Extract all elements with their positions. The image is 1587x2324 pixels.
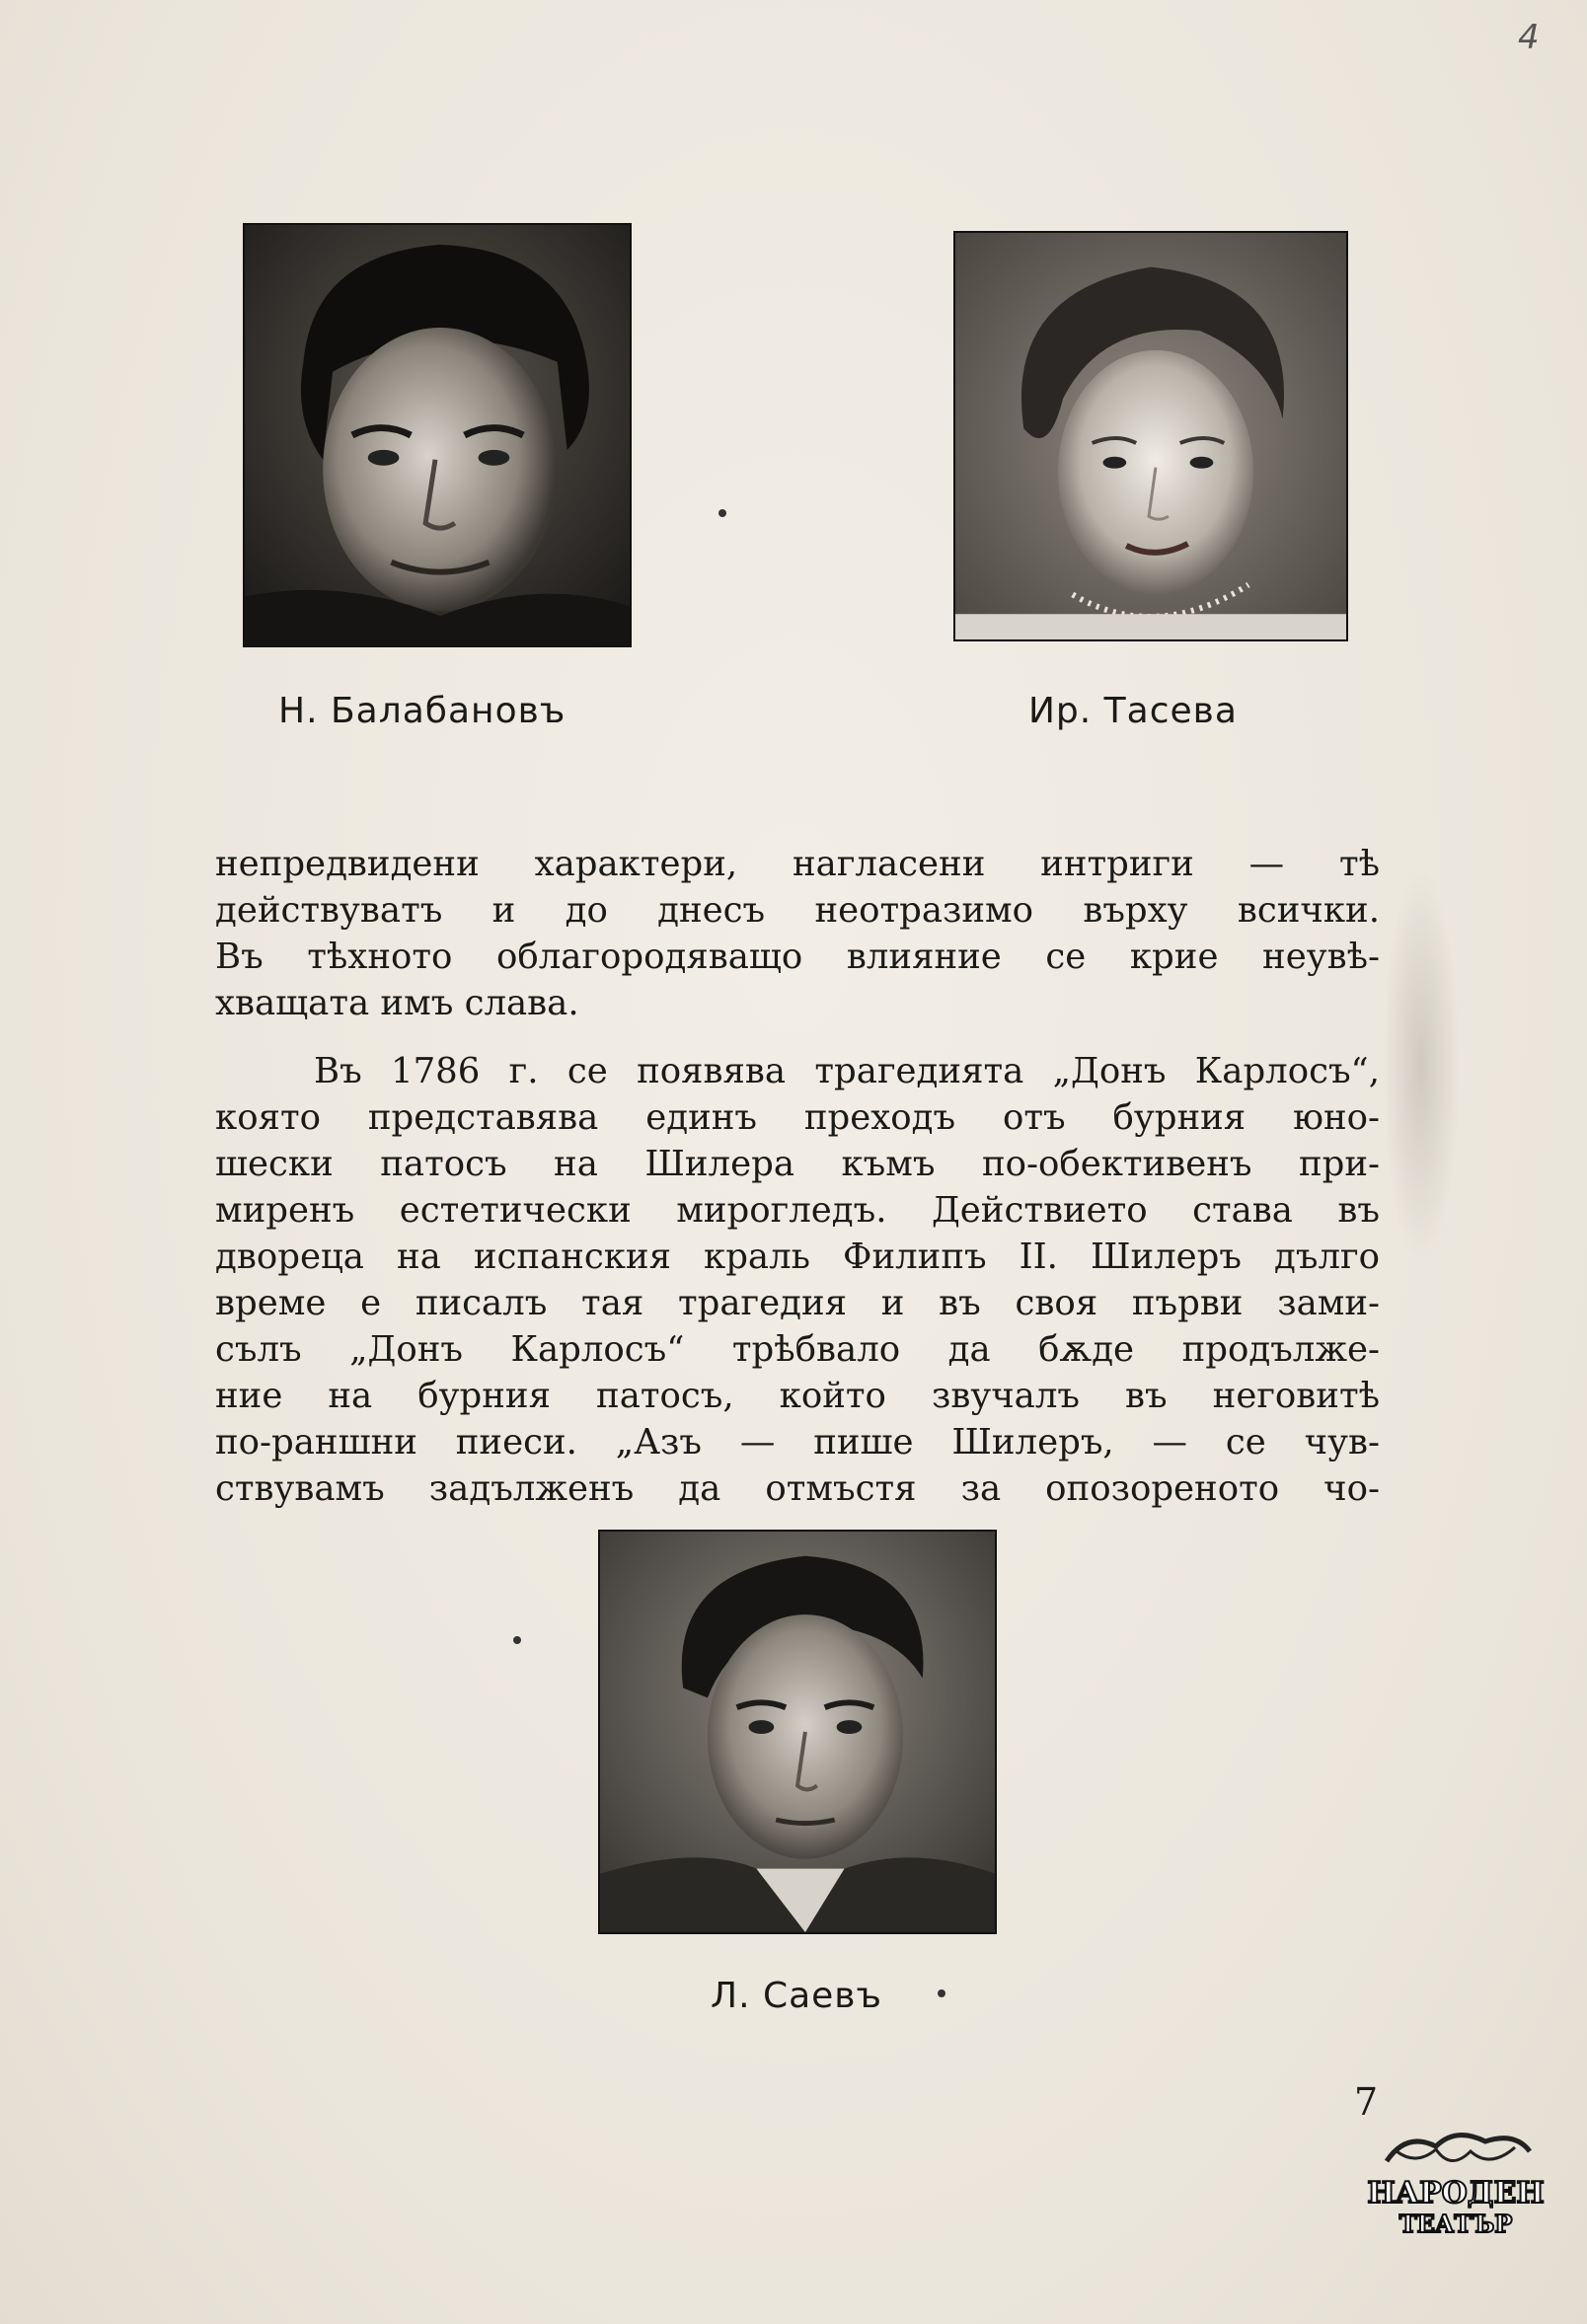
page-number: 7: [1354, 2080, 1379, 2124]
stamp-line2: ТЕАТЪР: [1398, 2210, 1513, 2238]
text-line: ствувамъ задълженъ да отмъстя за опозореното чо-: [215, 1468, 1380, 1509]
male-portrait-icon: [600, 1532, 995, 1932]
text-line: по-раншни пиеси. „Азъ — пише Шилеръ, — се чув-: [215, 1422, 1380, 1462]
portrait-photo-balabanov: [243, 223, 632, 647]
theatre-stamp-logo: [1367, 2122, 1545, 2240]
body-text: [215, 841, 1380, 1512]
text-line: ние на бурния патосъ, който звучалъ въ неговитѣ: [215, 1376, 1380, 1416]
text-line: Въ 1786 г. се появява трагедията „Донъ Карлосъ“,: [314, 1051, 1380, 1091]
photo-caption: Н. Балабановъ: [278, 691, 567, 731]
stamp-line1: НАРОДЕН: [1367, 2176, 1545, 2211]
text-line: която представява единъ преходъ отъ бурния юно-: [215, 1097, 1380, 1138]
text-line: Въ тѣхното облагородяващо влияние се крие неувѣ-: [215, 937, 1380, 977]
text-line: действуватъ и до днесъ неотразимо върху всички.: [215, 890, 1380, 931]
female-portrait-icon: [955, 233, 1346, 639]
page-corner-mark: 4: [1518, 18, 1540, 57]
male-portrait-icon: [245, 225, 630, 645]
text-line: хващата имъ слава.: [215, 983, 579, 1023]
text-line: миренъ естетически мирогледъ. Действието става въ: [215, 1190, 1380, 1231]
text-line: непредвидени характери, нагласени интриги — тѣ: [215, 844, 1380, 884]
photo-caption: Ир. Тасева: [1028, 691, 1238, 731]
text-line: сълъ „Донъ Карлосъ“ трѣбвало да бѫде продълже-: [215, 1329, 1380, 1370]
text-line: двореца на испанския краль Филипъ II. Шилеръ дълго: [215, 1237, 1380, 1277]
photo-caption: Л. Саевъ: [711, 1976, 882, 2016]
portrait-photo-taseva: [953, 231, 1348, 641]
text-line: време е писалъ тая трагедия и въ своя първи зами-: [215, 1283, 1380, 1323]
ink-speck: [513, 1636, 521, 1644]
ink-speck: [938, 1989, 945, 1997]
ink-bleed-shadow: [1382, 868, 1461, 1263]
portrait-photo-saev: [598, 1530, 997, 1934]
text-line: шески патосъ на Шилера къмъ по-обективенъ при-: [215, 1144, 1380, 1184]
ink-speck: [718, 509, 726, 517]
